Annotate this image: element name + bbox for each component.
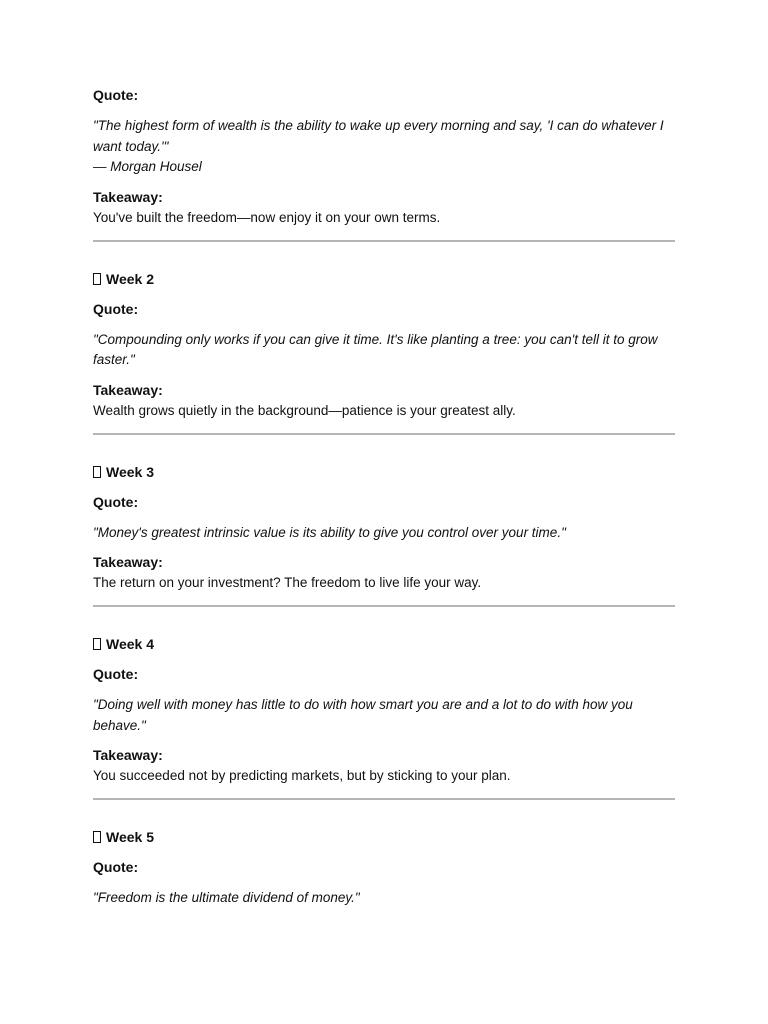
week-title: Week 3 (106, 463, 154, 480)
week-section (93, 635, 675, 800)
week-title: Week 2 (106, 270, 154, 287)
takeaway-label: Takeaway: (93, 747, 163, 763)
week-title: Week 4 (106, 636, 154, 652)
takeaway-text: The return on your investment? The freedom to live life your way. (93, 575, 482, 590)
takeaway-text: You've built the freedom—now enjoy it on your own terms. (93, 209, 441, 225)
quote-line: "Freedom is the ultimate dividend of money." (93, 890, 360, 905)
quote-text (93, 330, 675, 371)
takeaway-label: Takeaway: (93, 554, 163, 570)
quote-label: Quote: (93, 300, 139, 317)
quote-label: Quote: (93, 87, 139, 103)
takeaway-text: Wealth grows quietly in the background—patience is your greatest ally. (93, 402, 516, 418)
week-heading (93, 463, 675, 481)
takeaway-label: Takeaway: (93, 381, 163, 398)
section-divider (93, 240, 675, 242)
missing-glyph-icon (93, 466, 101, 478)
quote-text (93, 695, 675, 736)
missing-glyph-icon (93, 831, 101, 843)
quote-line: "Compounding only works if you can give it time. It's like planting a tree: you can't tell it to grow faster." (93, 331, 658, 367)
quote-label: Quote: (93, 859, 139, 875)
takeaway-text: You succeeded not by predicting markets, but by sticking to your plan. (93, 768, 511, 783)
quote-line: "Doing well with money has little to do with how smart you are and a lot to do with how you behave." (93, 697, 633, 733)
quote-text (93, 888, 675, 909)
quote-text (93, 116, 675, 178)
week-title: Week 5 (106, 829, 154, 845)
week-section (93, 86, 675, 242)
week-heading (93, 828, 675, 846)
quote-label: Quote: (93, 493, 139, 510)
quote-text (93, 523, 675, 544)
quote-line: "Money's greatest intrinsic value is its ability to give you control over your time." (93, 524, 566, 540)
week-section (93, 463, 675, 608)
section-divider (93, 605, 675, 607)
quote-line: "The highest form of wealth is the ability to wake up every morning and say, 'I can do whatever I want today.'" (93, 118, 664, 154)
missing-glyph-icon (93, 273, 101, 285)
week-section (93, 270, 675, 435)
week-section (93, 828, 675, 909)
week-heading (93, 270, 675, 288)
takeaway-label: Takeaway: (93, 188, 163, 205)
week-heading (93, 635, 675, 653)
quote-attribution: — Morgan Housel (93, 159, 202, 174)
missing-glyph-icon (93, 638, 101, 650)
quote-label: Quote: (93, 666, 139, 682)
document-page (93, 86, 675, 919)
section-divider (93, 798, 675, 800)
section-divider (93, 433, 675, 435)
